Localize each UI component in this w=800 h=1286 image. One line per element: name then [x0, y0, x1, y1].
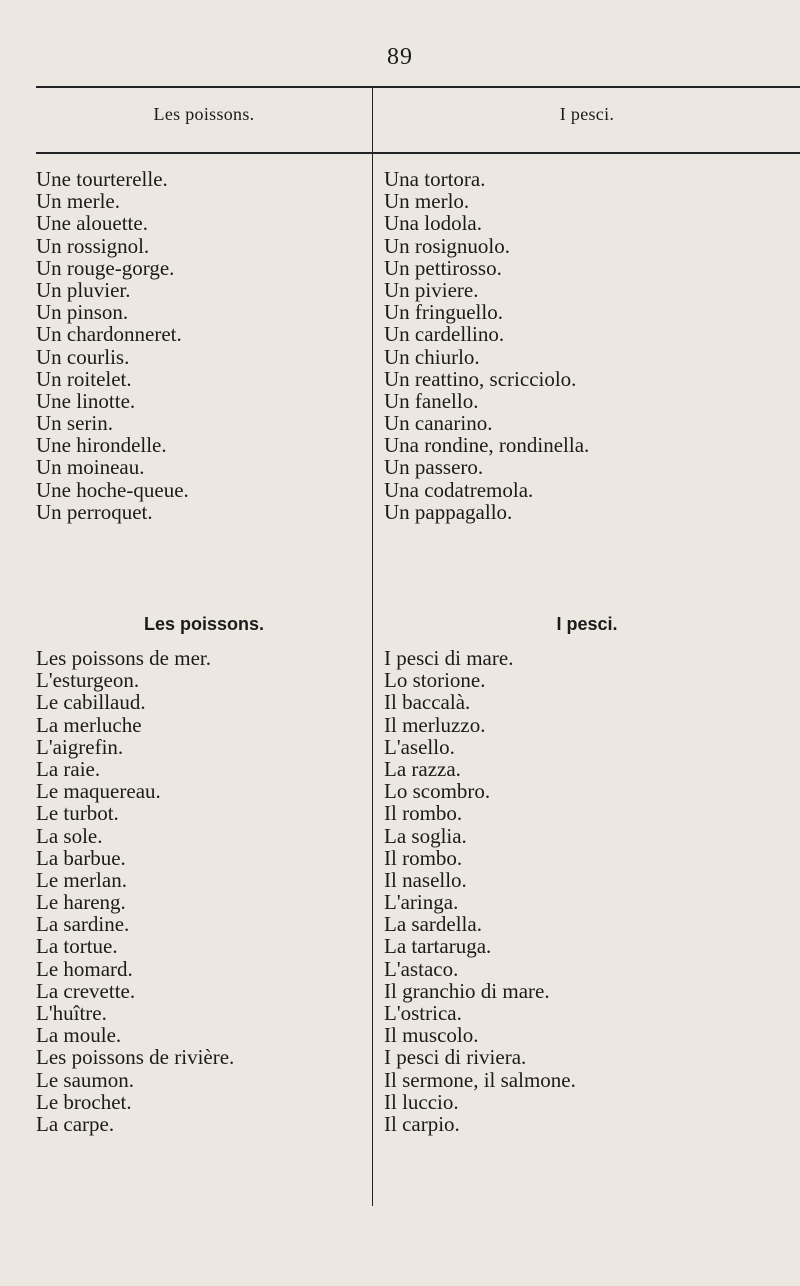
list-item: Il merluzzo.: [384, 712, 486, 737]
list-item: Un reattino, scricciolo.: [384, 366, 577, 391]
list-item: La sole.: [36, 823, 103, 848]
list-item: L'huître.: [36, 1001, 107, 1025]
fish-italian-column: [384, 647, 800, 1135]
list-item: Un pettirosso.: [384, 255, 502, 280]
list-item: Le cabillaud.: [36, 690, 146, 715]
list-item: La moule.: [36, 1023, 122, 1048]
list-item: Le merlan.: [36, 867, 127, 892]
list-item: Le hareng.: [36, 890, 126, 915]
list-item: La sardella.: [384, 912, 482, 937]
list-item: L'esturgeon.: [36, 668, 140, 693]
list-item: L'astaco.: [384, 956, 459, 981]
list-item: La merluche: [36, 712, 142, 737]
list-item: Un rossignol.: [36, 233, 150, 258]
list-item: Un rosignuolo.: [384, 233, 510, 258]
list-item: La razza.: [384, 756, 461, 781]
list-item: Il rombo.: [384, 845, 463, 870]
list-item: Il baccalà.: [384, 690, 471, 715]
list-item: Il nasello.: [384, 867, 467, 892]
list-item: La crevette.: [36, 978, 136, 1003]
list-item: Il rombo.: [384, 801, 463, 826]
list-item: Le homard.: [36, 956, 133, 981]
list-item: I pesci di mare.: [384, 646, 514, 670]
list-item: La soglia.: [384, 823, 467, 848]
birds-french-column: [36, 168, 370, 523]
page-number: 89: [387, 44, 413, 70]
list-item: L'ostrica.: [384, 1001, 462, 1025]
list-item: Un canarino.: [384, 411, 493, 436]
list-item: Lo scombro.: [384, 779, 491, 804]
list-item: Un piviere.: [384, 277, 479, 302]
list-item: I pesci di riviera.: [384, 1045, 527, 1070]
list-item: Il carpio.: [384, 1111, 460, 1136]
list-item: Un rouge-gorge.: [36, 255, 175, 280]
list-item: Les poissons de mer.: [36, 646, 211, 670]
list-item: Un pluvier.: [36, 277, 131, 302]
list-item: Un roitelet.: [36, 366, 132, 391]
list-item: Un serin.: [36, 411, 113, 436]
column-header-french: Les poissons.: [153, 104, 255, 124]
list-item: Il granchio di mare.: [384, 978, 550, 1003]
list-item: La tartaruga.: [384, 934, 492, 959]
list-item: Una lodola.: [384, 211, 482, 236]
list-item: Lo storione.: [384, 668, 486, 693]
list-item: La sardine.: [36, 912, 130, 937]
list-item: Un courlis.: [36, 344, 130, 369]
list-item: Il sermone, il salmone.: [384, 1067, 576, 1092]
list-item: L'aringa.: [384, 890, 459, 915]
list-item: La raie.: [36, 756, 101, 781]
list-item: Un merlo.: [384, 189, 470, 214]
birds-italian-column: [384, 168, 800, 523]
list-item: Le saumon.: [36, 1067, 134, 1092]
list-item: La tortue.: [36, 934, 118, 959]
section-title-italian: I pesci.: [556, 614, 618, 634]
list-item: Un pinson.: [36, 300, 129, 325]
list-item: Une hoche-queue.: [36, 477, 189, 502]
list-item: Una rondine, rondinella.: [384, 433, 590, 458]
list-item: Un chardonneret.: [36, 322, 182, 347]
list-item: Le brochet.: [36, 1089, 132, 1114]
list-item: Une linotte.: [36, 388, 136, 413]
list-item: La carpe.: [36, 1111, 115, 1136]
list-item: Il luccio.: [384, 1089, 459, 1114]
list-item: Une hirondelle.: [36, 433, 167, 458]
list-item: Un cardellino.: [384, 322, 505, 347]
list-item: Un merle.: [36, 189, 120, 214]
list-item: Una codatremola.: [384, 477, 534, 502]
list-item: Le turbot.: [36, 801, 119, 826]
column-header-italian: I pesci.: [559, 104, 615, 124]
header-rule: [36, 152, 800, 154]
list-item: Un pappagallo.: [384, 499, 513, 524]
list-item: Un passero.: [384, 455, 484, 480]
list-item: Una tortora.: [384, 167, 486, 191]
list-item: Une tourterelle.: [36, 167, 168, 191]
list-item: Le maquereau.: [36, 779, 161, 804]
section-title-french: Les poissons.: [143, 614, 265, 634]
list-item: Un fanello.: [384, 388, 479, 413]
list-item: Un perroquet.: [36, 499, 153, 524]
list-item: Un moineau.: [36, 455, 145, 480]
column-divider: [372, 86, 373, 1206]
list-item: Une alouette.: [36, 211, 148, 236]
list-item: Un fringuello.: [384, 300, 503, 325]
top-rule: [36, 86, 800, 88]
list-item: Un chiurlo.: [384, 344, 480, 369]
list-item: Les poissons de rivière.: [36, 1045, 235, 1070]
list-item: L'aigrefin.: [36, 734, 124, 759]
list-item: Il muscolo.: [384, 1023, 479, 1048]
fish-french-column: [36, 647, 370, 1135]
list-item: La barbue.: [36, 845, 126, 870]
list-item: L'asello.: [384, 734, 455, 759]
